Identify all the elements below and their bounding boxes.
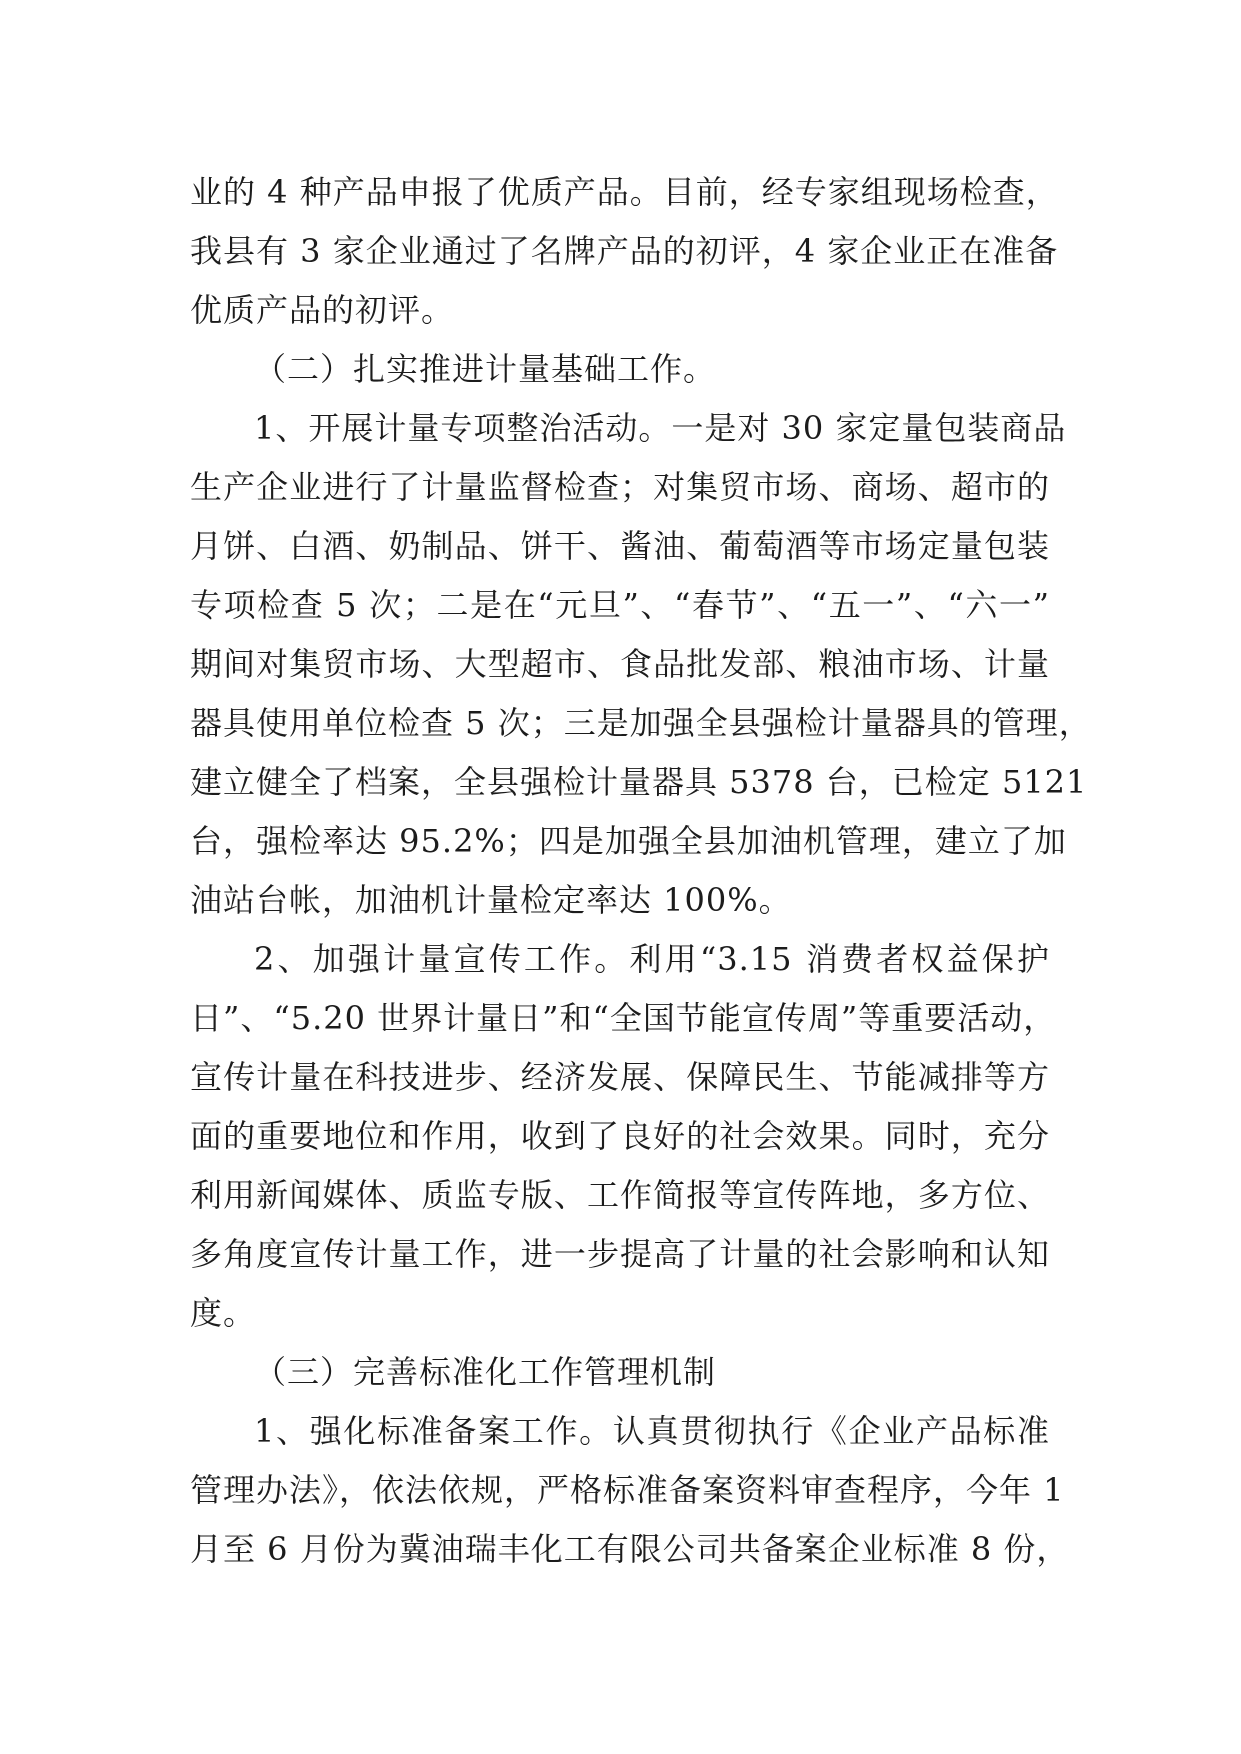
paragraph-line: 日”、“5.20 世界计量日”和“全国节能宣传周”等重要活动，	[190, 999, 1057, 1037]
paragraph-line: 优质产品的初评。	[190, 291, 455, 329]
section-heading: （二）扎实推进计量基础工作。	[254, 350, 717, 388]
paragraph-line: 期间对集贸市场、大型超市、食品批发部、粮油市场、计量	[190, 645, 1050, 683]
paragraph-line: 台，强检率达 95.2%；四是加强全县加油机管理，建立了加	[190, 822, 1067, 860]
paragraph-line: 生产企业进行了计量监督检查；对集贸市场、商场、超市的	[190, 468, 1050, 506]
paragraph-line: 宣传计量在科技进步、经济发展、保障民生、节能减排等方	[190, 1058, 1050, 1096]
paragraph-line: 面的重要地位和作用，收到了良好的社会效果。同时，充分	[190, 1117, 1050, 1155]
paragraph-line: 度。	[190, 1294, 257, 1332]
paragraph-line: 我县有 3 家企业通过了名牌产品的初评，4 家企业正在准备	[190, 232, 1059, 270]
paragraph-line: 管理办法》，依法依规，严格标准备案资料审查程序，今年 1	[190, 1471, 1065, 1509]
paragraph-line: 多角度宣传计量工作，进一步提高了计量的社会影响和认知	[190, 1235, 1050, 1273]
paragraph-line: 建立健全了档案，全县强检计量器具 5378 台，已检定 5121	[190, 763, 1088, 801]
paragraph-line: 油站台帐，加油机计量检定率达 100%。	[190, 881, 792, 919]
paragraph-line: 2、加强计量宣传工作。利用“3.15 消费者权益保护	[254, 940, 1050, 978]
paragraph-line: 1、强化标准备案工作。认真贯彻执行《企业产品标准	[254, 1412, 1050, 1450]
section-heading: （三）完善标准化工作管理机制	[254, 1353, 717, 1391]
paragraph-line: 器具使用单位检查 5 次；三是加强全县强检计量器具的管理，	[190, 704, 1092, 742]
paragraph-line: 业的 4 种产品申报了优质产品。目前，经专家组现场检查，	[190, 173, 1059, 211]
paragraph-line: 利用新闻媒体、质监专版、工作简报等宣传阵地，多方位、	[190, 1176, 1050, 1214]
paragraph-line: 专项检查 5 次；二是在“元旦”、“春节”、“五一”、“六一”	[190, 586, 1050, 624]
paragraph-line: 1、开展计量专项整治活动。一是对 30 家定量包装商品	[254, 409, 1067, 447]
paragraph-line: 月饼、白酒、奶制品、饼干、酱油、葡萄酒等市场定量包装	[190, 527, 1050, 565]
paragraph-line: 月至 6 月份为冀油瑞丰化工有限公司共备案企业标准 8 份，	[190, 1530, 1070, 1568]
